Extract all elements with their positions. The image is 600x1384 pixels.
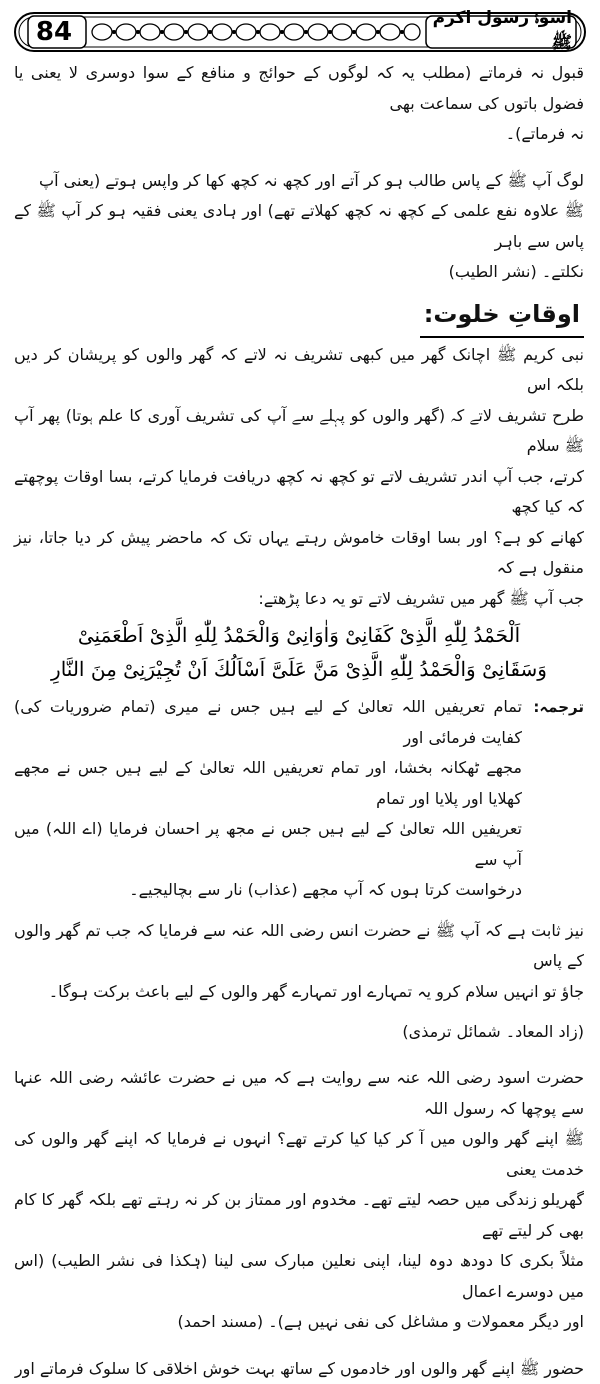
text-line: نبی کریم ﷺ اچانک گھر میں کبھی تشریف نہ لاتے کہ گھر والوں کو پریشان کر دیں بلکہ اس xyxy=(14,340,584,401)
arabic-dua xyxy=(14,618,584,686)
paragraph-1 xyxy=(14,58,584,150)
arabic-line: اَلْحَمْدُ لِلّٰهِ الَّذِیْ كَفَانِیْ وَاٰوَانِیْ وَالْحَمْدُ لِلّٰهِ الَّذِیْ اَطْعَمَنِیْ xyxy=(32,618,566,652)
arabic-line: وَسَقَانِیْ وَالْحَمْدُ لِلّٰهِ الَّذِیْ مَنَّ عَلَیَّ اَسْاَلُكَ اَنْ تُجِیْرَنِیْ مِنَ النَّارِ xyxy=(32,652,566,686)
text-line: حضور ﷺ اپنے گھر والوں اور خادموں کے ساتھ بہت خوش اخلاقی کا سلوک فرماتے اور xyxy=(14,1354,584,1384)
text-line: حضرت اسود رضی اللہ عنہ سے روایت ہے کہ میں نے حضرت عائشہ رضی اللہ عنہا سے پوچھا کہ رسول اللہ xyxy=(14,1063,584,1124)
paragraph-3 xyxy=(14,340,584,615)
text-line: مثلاً بکری کا دودھ دوہ لینا، اپنی نعلین مبارک سی لینا (ہٰکذا فی نشر الطیب) (اس میں دوسرے اعمال xyxy=(14,1246,584,1307)
text-line: نکلتے۔ (نشر الطیب) xyxy=(14,257,584,288)
page-number: 84 xyxy=(26,14,82,50)
translation-block xyxy=(14,692,584,906)
text-line: طرح تشریف لاتے کہ (گھر والوں کو پہلے سے آپ کی تشریف آوری کا علم ہوتا) پھر آپ ﷺ سلام xyxy=(14,401,584,462)
text-line: درخواست کرتا ہوں کہ آپ مجھے (عذاب) نار سے بچالیجیے۔ xyxy=(14,875,522,906)
text-line: ﷺ علاوہ نفع علمی کے کچھ نہ کچھ کھلاتے تھے) اور ہادی یعنی فقیہ ہو کر آپ ﷺ کے پاس سے باہر xyxy=(14,196,584,257)
text-line: جاؤ تو انہیں سلام کرو یہ تمہارے اور تمہارے گھر والوں کے لیے باعث برکت ہوگا۔ xyxy=(14,977,584,1008)
text-line: گھریلو زندگی میں حصہ لیتے تھے۔ مخدوم اور ممتاز بن کر نہ رہتے تھے بلکہ گھر کا کام بھی کر لیتے تھے xyxy=(14,1185,584,1246)
page-header xyxy=(14,10,586,54)
section-heading: اوقاتِ خلوت: xyxy=(420,294,584,338)
paragraph-2 xyxy=(14,166,584,288)
text-line: جب آپ ﷺ گھر میں تشریف لاتے تو یہ دعا پڑھتے: xyxy=(14,584,584,615)
paragraph-5 xyxy=(14,1063,584,1338)
text-line: لوگ آپ ﷺ کے پاس طالب ہو کر آتے اور کچھ نہ کچھ کھا کر واپس ہوتے (یعنی آپ xyxy=(14,166,584,197)
text-line: مجھے ٹھکانہ بخشا، اور تمام تعریفیں اللہ تعالیٰ کے لیے ہیں جس نے مجھے کھلایا اور پلایا اور تمام xyxy=(14,753,522,814)
text-line: نیز ثابت ہے کہ آپ ﷺ نے حضرت انس رضی اللہ عنہ سے فرمایا کہ جب تم گھر والوں کے پاس xyxy=(14,916,584,977)
paragraph-4 xyxy=(14,916,584,1008)
page-content xyxy=(14,58,584,1384)
text-line: تعریفیں اللہ تعالیٰ کے لیے ہیں جس نے مجھ پر احسان فرمایا (اے اللہ) میں آپ سے xyxy=(14,814,522,875)
text-line: ﷺ اپنے گھر والوں میں آ کر کیا کیا کرتے تھے؟ انہوں نے فرمایا کہ اپنے گھر والوں کی خدمت یعنی xyxy=(14,1124,584,1185)
translation-label: ترجمہ: xyxy=(533,692,584,723)
citation-zad-al-maad xyxy=(14,1017,584,1047)
text-line: قبول نہ فرماتے (مطلب یہ کہ لوگوں کے حوائج و منافع کے سوا دوسری لا یعنی یا فضول باتوں کی سماعت بھی xyxy=(14,58,584,119)
text-line: کرتے، جب آپ اندر تشریف لاتے تو کچھ نہ کچھ دریافت فرمایا کرتے، بسا اوقات پوچھتے کہ کیا کچھ xyxy=(14,462,584,523)
citation-text: (زاد المعاد۔ شمائل ترمذی) xyxy=(402,1017,584,1047)
paragraph-6 xyxy=(14,1354,584,1384)
section-heading-row xyxy=(14,294,584,340)
text-line: تمام تعریفیں اللہ تعالیٰ کے لیے ہیں جس نے میری (تمام ضروریات کی) کفایت فرمائی اور xyxy=(14,692,522,753)
running-title: اسوۂ رسول اکرم ﷺ xyxy=(422,14,572,50)
text-line: کھانے کو ہے؟ اور بسا اوقات خاموش رہتے یہاں تک کہ ماحضر پیش کر دیا جاتا، نیز منقول ہے کہ xyxy=(14,523,584,584)
text-line: نہ فرماتے)۔ xyxy=(14,119,584,150)
text-line: اور دیگر معمولات و مشاغل کی نفی نہیں ہے)۔ (مسند احمد) xyxy=(14,1307,584,1338)
